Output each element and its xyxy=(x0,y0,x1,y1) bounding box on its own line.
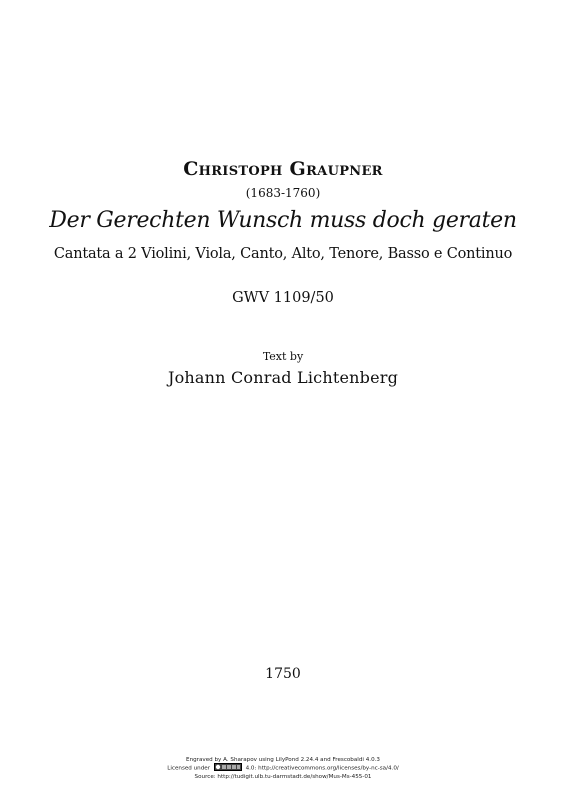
work-subtitle: Cantata a 2 Violini, Viola, Canto, Alto, Tenore, Basso e Continuo xyxy=(53,246,513,262)
footer-license-suffix: 4.0: http://creativecommons.org/licenses/by-nc-sa/4.0/ xyxy=(245,765,399,772)
footer-source-line: Source: http://tudigit.ulb.tu-darmstadt.de/show/Mus-Ms-455-01 xyxy=(194,773,372,780)
composition-year: 1750 xyxy=(265,666,301,682)
work-title: Der Gerechten Wunsch muss doch geraten xyxy=(49,208,517,233)
librettist-name: Johann Conrad Lichtenberg xyxy=(167,368,399,387)
composer-dates: (1683-1760) xyxy=(245,186,321,200)
text-by-label: Text by xyxy=(262,350,304,363)
engraving-footer xyxy=(0,756,566,781)
footer-license-line xyxy=(0,764,566,773)
footer-license-prefix: Licensed under xyxy=(167,765,211,772)
catalog-number: GWV 1109/50 xyxy=(232,290,334,306)
cc-by-nc-sa-badge-icon xyxy=(214,763,242,771)
composer-name: Christoph Graupner xyxy=(183,158,383,180)
footer-engraved-line: Engraved by A. Sharapov using LilyPond 2.24.4 and Frescobaldi 4.0.3 xyxy=(186,757,380,763)
